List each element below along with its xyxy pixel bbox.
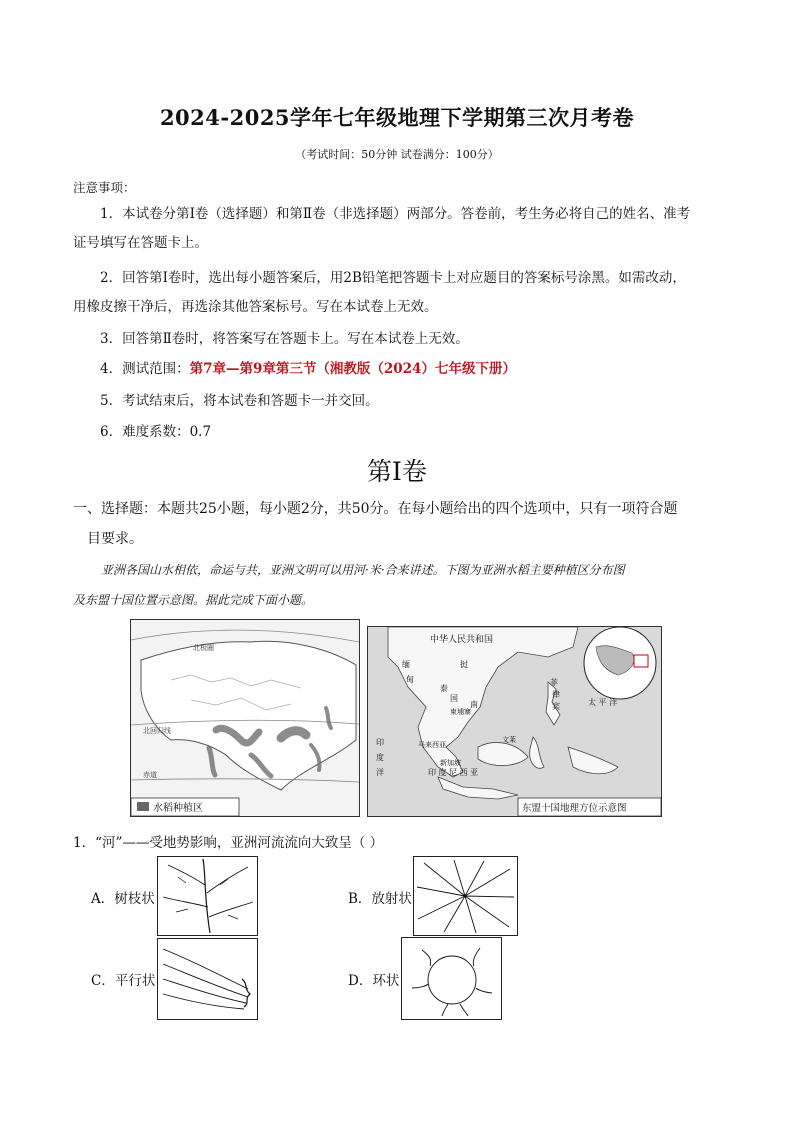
option-c-parallel-image [157, 938, 258, 1020]
intro-line2: 及东盟十国位置示意图。据此完成下面小题。 [73, 593, 314, 607]
asean-map-caption: 东盟十国地理方位示意图 [522, 803, 627, 814]
label-brunei: 文莱 [502, 736, 516, 744]
option-d-label[interactable]: D．环状 [348, 973, 400, 989]
note-4-prefix: 4．测试范围： [100, 361, 190, 377]
label-thailand-1: 泰 [440, 684, 448, 693]
note-2-line1: 2．回答第Ⅰ卷时，选出每小题答案后，用2B铅笔把答题卡上对应题目的答案标号涂黑。如需改动， [100, 270, 686, 286]
label-indian-ocean-3: 洋 [376, 768, 384, 777]
label-myanmar-2: 甸 [406, 675, 414, 684]
label-myanmar-1: 缅 [402, 660, 410, 669]
label-philippines-3: 宾 [552, 702, 560, 711]
label-china: 中华人民共和国 [430, 635, 494, 645]
label-tropic-cancer: 北回归线 [143, 727, 171, 735]
legend-swatch [137, 802, 149, 811]
asean-map [367, 626, 662, 817]
label-philippines-2: 律 [552, 690, 560, 699]
label-indian-ocean-1: 印 [376, 738, 384, 747]
page-title: 2024-2025学年七年级地理下学期第三次月考卷 [159, 105, 635, 130]
label-laos: 挝 [460, 660, 468, 669]
label-cambodia: 柬埔寨 [450, 708, 471, 716]
label-singapore: 新加坡 [440, 759, 461, 767]
option-c-label[interactable]: C．平行状 [91, 973, 156, 989]
question-intro [73, 555, 733, 615]
note-4 [100, 355, 516, 384]
label-pacific: 太 平 洋 [588, 698, 618, 707]
label-arctic-circle: 北极圈 [193, 644, 214, 652]
question-1-stem: 1．“河”——受地势影响，亚洲河流流向大致呈（ ） [73, 835, 384, 851]
note-1-line2: 证号填写在答题卡上。 [73, 235, 208, 251]
note-2-line2: 用橡皮擦干净后，再选涂其他答案标号。写在本试卷上无效。 [73, 299, 438, 315]
volume-title: 第Ⅰ卷 [367, 457, 427, 486]
label-equator: 赤道 [143, 771, 157, 779]
exam-info: （考试时间：50分钟 试卷满分：100分） [295, 148, 499, 161]
section-instructions [73, 494, 733, 554]
option-b-radial-image [413, 856, 518, 936]
legend-rice-label: 水稻种植区 [153, 803, 203, 814]
note-3: 3．回答第Ⅱ卷时，将答案写在答题卡上。写在本试卷上无效。 [100, 331, 469, 347]
option-d-annular-image [401, 937, 502, 1020]
intro-line1: 亚洲各国山水相依，命运与共，亚洲文明可以用河·米·合来讲述。下图为亚洲水稻主要种植区分布图 [101, 563, 625, 577]
section-line2: 目要求。 [87, 531, 143, 547]
label-philippines-1: 菲 [550, 678, 558, 687]
note-6: 6．难度系数：0.7 [100, 424, 212, 440]
note-5: 5．考试结束后，将本试卷和答题卡一并交回。 [100, 393, 379, 409]
label-vietnam: 南 [470, 700, 478, 709]
option-a-label[interactable]: A．树枝状 [91, 891, 155, 907]
note-1-line1: 1．本试卷分第Ⅰ卷（选择题）和第Ⅱ卷（非选择题）两部分。答卷前，考生务必将自己的姓名、准考 [100, 206, 691, 222]
label-thailand-2: 国 [450, 694, 458, 703]
option-a-dendritic-image [157, 856, 258, 936]
test-scope-highlight: 第7章—第9章第三节（湘教版（2024）七年级下册） [189, 361, 516, 377]
label-malaysia: 马来西亚 [418, 741, 446, 749]
section-line1: 一、选择题：本题共25小题，每小题2分，共50分。在每小题给出的四个选项中，只有一项符合题 [73, 501, 678, 517]
label-indonesia: 印 度 尼 西 亚 [428, 768, 479, 777]
option-b-label[interactable]: B．放射状 [348, 891, 412, 907]
asia-rice-map [130, 619, 360, 817]
label-indian-ocean-2: 度 [376, 753, 384, 762]
notes-heading: 注意事项： [73, 180, 136, 195]
